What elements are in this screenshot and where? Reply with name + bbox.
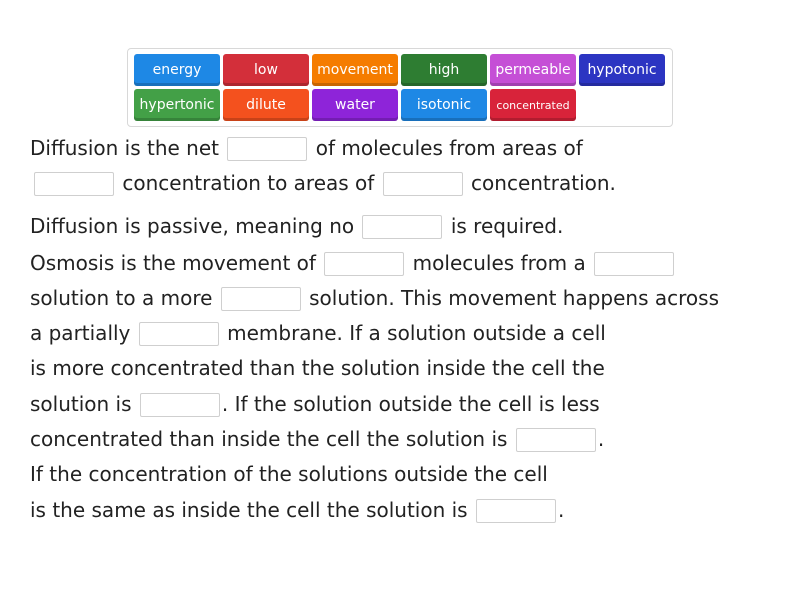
sentence-text: . If the solution outside the cell is less [221,392,600,416]
sentence-line [30,283,719,313]
sentence-text: of molecules from areas of [309,136,583,160]
sentence-text: a partially [30,321,137,345]
sentence-text: solution to a more [30,286,219,310]
blank-slot[interactable] [516,428,596,452]
sentence-line [30,459,548,489]
sentence-text: If the concentration of the solutions outside the cell [30,462,548,486]
sentence-text: Diffusion is the net [30,136,226,160]
word-tile-dilute[interactable]: dilute [223,89,309,121]
sentence-text: solution is [30,392,138,416]
sentence-line [30,353,605,383]
word-tile-movement[interactable]: movement [312,54,398,86]
blank-slot[interactable] [383,172,463,196]
sentence-text: Osmosis is the movement of [30,251,323,275]
blank-slot[interactable] [227,137,307,161]
blank-slot[interactable] [139,322,219,346]
word-tile-permeable[interactable]: permeable [490,54,576,86]
sentence-text: Diffusion is passive, meaning no [30,214,361,238]
word-tile-isotonic[interactable]: isotonic [401,89,487,121]
sentence-text: solution. This movement happens across [302,286,719,310]
blank-slot[interactable] [34,172,114,196]
sentence-line [30,168,616,198]
blank-slot[interactable] [594,252,674,276]
blank-slot[interactable] [324,252,404,276]
blank-slot[interactable] [221,287,301,311]
word-bank [127,48,673,127]
sentence-line [30,495,564,525]
sentence-text: concentration to areas of [116,171,381,195]
sentence-text: is required. [444,214,564,238]
blank-slot[interactable] [362,215,442,239]
word-tile-concentrated[interactable]: concentrated [490,89,576,121]
blank-slot[interactable] [140,393,220,417]
sentence-text: . [557,498,565,522]
sentence-line [30,211,563,241]
sentence-line [30,424,604,454]
word-tile-water[interactable]: water [312,89,398,121]
sentence-line [30,248,676,278]
sentence-text: concentration. [464,171,616,195]
word-tile-low[interactable]: low [223,54,309,86]
sentence-line [30,318,606,348]
sentence-text: is the same as inside the cell the solution is [30,498,474,522]
word-tile-energy[interactable]: energy [134,54,220,86]
sentence-line [30,133,583,163]
word-tile-high[interactable]: high [401,54,487,86]
sentence-text: . [597,427,605,451]
blank-slot[interactable] [476,499,556,523]
word-tile-hypotonic[interactable]: hypotonic [579,54,665,86]
sentence-text: membrane. If a solution outside a cell [220,321,606,345]
sentence-text: concentrated than inside the cell the solution is [30,427,514,451]
sentence-line [30,389,600,419]
sentence-text: is more concentrated than the solution inside the cell the [30,356,605,380]
sentence-text: molecules from a [406,251,593,275]
word-tile-hypertonic[interactable]: hypertonic [134,89,220,121]
